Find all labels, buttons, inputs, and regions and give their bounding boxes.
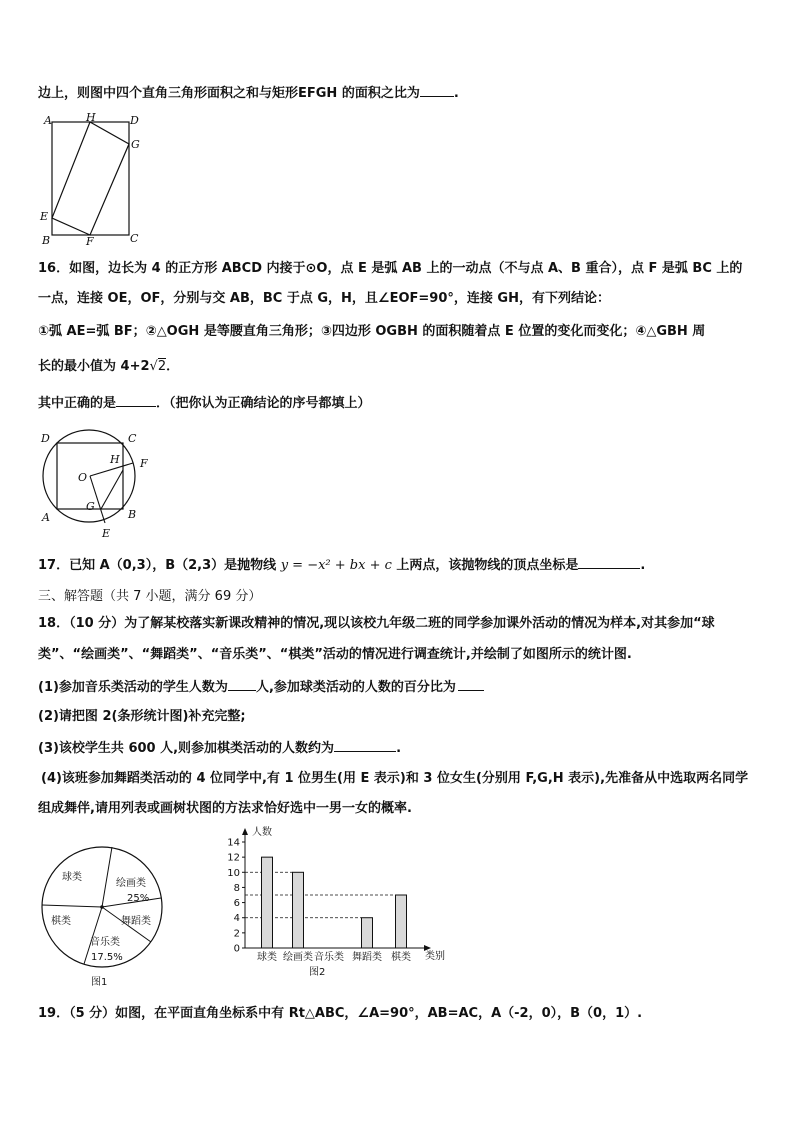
y-axis-arrow [242,828,248,835]
label-D: D [130,114,139,127]
q16-line2: 一点，连接 OE，OF，分别与交 AB，BC 于点 G，H，且∠EOF=90°，连接 GH，有下列结论： [38,291,610,306]
bar-chart-caption: 图2 [309,967,326,978]
segment-gh [101,470,123,509]
q16-line4 [38,358,179,376]
q18-part1-text: (1)参加音乐类活动的学生人数为 [38,680,228,695]
q16-figure [30,425,160,543]
q15-end: . [453,86,459,101]
q16-line5 [38,394,371,413]
y-tick-label: 6 [233,898,240,910]
rectangle-efgh [52,122,129,235]
q18-part4-line2: 组成舞伴,请用列表或画树状图的方法求恰好选中一男一女的概率. [38,801,412,816]
label-C: C [128,432,137,445]
x-axis-title: 类别 [425,951,445,962]
label-B: B [128,508,137,521]
q16-line4-end: ． [166,359,180,374]
label-E: E [102,527,111,540]
category-label: 舞蹈类 [352,952,382,963]
label-B: B [42,234,51,247]
label-H: H [86,112,96,124]
section-heading: 三、解答题（共 7 小题，满分 69 分） [38,589,262,604]
q18-part2: (2)请把图 2(条形统计图)补充完整; [38,709,246,724]
rectangle-abcd [52,122,129,235]
pie-label-music: 音乐类 [90,937,120,948]
y-tick-label: 8 [233,882,240,894]
q18-part1-mid: 人,参加球类活动的人数的百分比为 [255,680,456,695]
q17-text [38,556,645,575]
q16-line5-text: 其中正确的是 [38,396,117,411]
q18-part1 [38,678,484,697]
q16-line5-post: ．（把你认为正确结论的序号都填上） [156,396,371,411]
q17-post: 上两点，该抛物线的顶点坐标是 [396,558,579,573]
y-tick-label: 12 [227,852,240,864]
answer-blank [228,678,256,691]
answer-blank [578,556,640,569]
y-tick-label: 10 [227,867,240,879]
q18-line2: 类”、“绘画类”、“舞蹈类”、“音乐类”、“棋类”活动的情况进行调查统计,并绘制了如图所示的统计图. [38,647,632,662]
q18-part3-end: . [396,741,402,756]
q18-line1: 18．（10 分）为了解某校落实新课改精神的情况,现以该校九年级二班的同学参加课外活动的情况为样本,对其参加“球 [38,616,715,631]
pie-percent-music: 17.5% [91,952,123,963]
q16-line1: 16．如图，边长为 4 的正方形 ABCD 内接于⊙O，点 E 是弧 AB 上的一动点（不与点 A、B 重合），点 F 是弧 BC 上的 [38,261,743,276]
q18-part3-text: (3)该校学生共 600 人,则参加棋类活动的人数约为 [38,741,335,756]
pie-label-chess: 棋类 [51,916,71,927]
bar-chart [225,822,465,984]
q18-part3 [38,739,401,758]
category-label: 音乐类 [314,952,344,963]
label-F: F [86,235,94,247]
label-D: D [41,432,50,445]
category-label: 绘画类 [283,952,313,963]
q17-formula: y = −x² + bx + c [280,558,392,573]
pie-label-dance: 舞蹈类 [121,916,151,927]
q17-end: . [640,558,646,573]
y-tick-label: 4 [233,913,240,925]
pie-label-painting: 绘画类 [116,878,146,889]
category-label: 棋类 [391,952,411,963]
answer-blank [334,739,396,752]
pie-caption: 图1 [91,977,108,988]
pie-percent-painting: 25% [127,893,150,904]
pie-chart [34,830,169,990]
y-axis-title: 人数 [252,827,272,838]
pie-center [100,905,104,909]
y-tick-label: 2 [233,928,240,940]
answer-blank [458,678,484,691]
q15-prompt: 边上，则图中四个直角三角形面积之和与矩形EFGH 的面积之比为 [38,86,420,101]
label-G: G [131,138,140,151]
answer-blank [420,84,454,97]
category-label: 球类 [257,952,277,963]
bar [262,857,273,948]
q16-line4-text: 长的最小值为 4+2 [38,359,150,374]
label-C: C [130,232,139,245]
label-A: A [44,114,52,127]
label-G: G [86,500,95,513]
y-tick-label: 14 [227,837,240,849]
pie-label-ball: 球类 [62,872,82,883]
bar [293,872,304,948]
label-E: E [40,210,49,223]
q17-pre: 17．已知 A（0,3），B（2,3）是抛物线 [38,558,277,573]
label-H: H [110,453,120,466]
sqrt-radicand: 2 [157,359,167,374]
q15-text [38,84,459,103]
q15-figure [36,112,146,247]
sqrt-sign: √ [149,359,158,374]
q19-text: 19．（5 分）如图，在平面直角坐标系中有 Rt△ABC，∠A=90°，AB=AC，A（-2，0），B（0，1）. [38,1006,643,1021]
label-O: O [78,471,88,484]
answer-blank [116,394,156,407]
bar [396,895,407,948]
q18-part4-line1: (4)该班参加舞蹈类活动的 4 位同学中,有 1 位男生(用 E 表示)和 3 位女生(分别用 F,G,H 表示),先准备从中选取两名同学 [41,771,749,786]
q16-line3: ①弧 AE=弧 BF；②△OGH 是等腰直角三角形；③四边形 OGBH 的面积随着点 E 位置的变化而变化；④△GBH 周 [38,324,706,339]
y-tick-label: 0 [233,943,240,955]
label-F: F [140,457,148,470]
bar [362,918,373,948]
label-A: A [42,511,50,524]
